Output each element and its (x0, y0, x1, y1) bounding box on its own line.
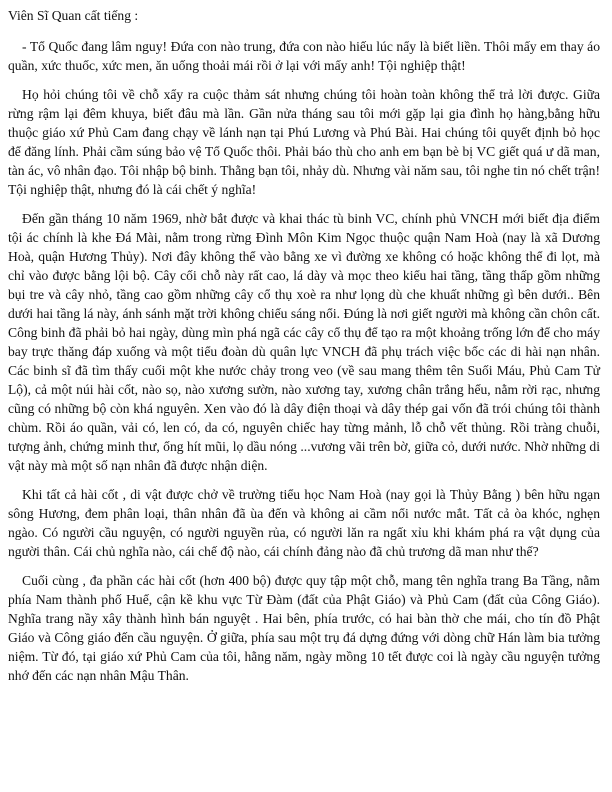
paragraph-enlistment: Họ hỏi chúng tôi về chỗ xẩy ra cuộc thảm sát nhưng chúng tôi hoàn toàn không thể trả lời được. Giữa rừng rậm lại đêm khuya, biết đâu mà lần. Gần nửa tháng sau tôi mới gặp lại gia đình họ hàng,bằng hữu thuộc giáo xứ Phủ Cam đang chạy về lánh nạn tại Phú Lương và Phú Bài. Hai chúng tôi quyết định bỏ học để đăng lính. Phải cầm súng bảo vệ Tổ Quốc thôi. Phải báo thù cho anh em bạn bè bị VC giết quá ư dã man, tàn ác, vô nhân đạo. Tôi nhập bộ binh. Thằng bạn tôi, nhảy dù. Nhưng vài năm sau, tôi nghe tin nó chết trận! Tội nghiệp thật, nhưng đó là cái chết ý nghĩa! (8, 87, 600, 197)
paragraph-officer-speech: - Tổ Quốc đang lâm nguy! Đứa con nào trung, đứa con nào hiếu lúc nẩy là biết liền. Thôi mấy em thay áo quần, xức thuốc, xức men, ăn uống thoải mái rồi ở lại với mấy anh! Tội nghiệp thật! (8, 39, 600, 73)
paragraph-discovery: Đến gần tháng 10 năm 1969, nhờ bắt được và khai thác tù binh VC, chính phủ VNCH mới biết địa điểm tội ác chính là khe Đá Mài, nằm trong rừng Đình Môn Kim Ngọc thuộc quận Nam Hoà (nay là xã Dương Hoà, quận Hương Thủy). Nơi đây không thể vào bằng xe vì đường xe không có hoặc không thể đi lọt, mà chỉ vào được bằng lội bộ. Cây cối chỗ này rất cao, lá dày và mọc theo kiểu hai tầng, tầng thấp gồm những bụi tre và cây nhỏ, tầng cao gồm những cây cổ thụ xoè ra như lọng dù che khuất những gì bên dưới.. Bên dưới hai tầng lá này, ánh sánh mặt trời không chiếu sáng nổi. Đúng là nơi giết người mà không cần chôn cất. Công binh đã phải bỏ hai ngày, dùng mìn phá ngã các cây cổ thụ để tạo ra một khoảng trống lớn để cho máy bay trực thăng đáp xuống và một tiểu đoàn dù quân lực VNCH đã phụ trách việc bốc các di hài nạn nhân. Các binh sĩ đã tìm thấy cuối một khe nước chảy trong veo (về sau mang thêm tên Suối Máu, Phủ Cam Tử Lộ), cả một núi hài cốt, nào sọ, nào xương sườn, nào xương tay, xương chân trắng hếu, nằm rời rạc, nhưng cũng có những bộ còn khá nguyên. Xen vào đó là dây điện thoại và dây thép gai vốn đã trói chúng tôi thành chùm. Rồi áo quần, vải có, len có, da có, nguyên chiếc hay từng mảnh, lỗ chỗ vết thủng. Rồi tràng chuỗi, tượng ảnh, chứng minh thư, ống hít mũi, lọ dầu nóng ...vương vãi trên bờ, giữa cỏ, dưới nước. Nhờ những di vật này mà một số nạn nhân đã được nhận diện. (8, 211, 600, 473)
speaker-line: Viên Sĩ Quan cất tiếng : (8, 8, 139, 23)
paragraph-remains-return: Khi tất cả hài cốt , di vật được chở về trường tiểu học Nam Hoà (nay gọi là Thủy Bằng ) bên hữu ngạn sông Hương, đem phân loại, thân nhân đã ùa đến và không ai cầm nổi nước mắt. Tất cả òa khóc, nghẹn ngào. Có người cầu nguyện, có người nguyền rủa, có người lăn ra ngất xỉu khi khám phá ra vật dụng của người thân. Cái chủ nghĩa nào, cái chế độ nào, cái chính đảng nào đã chủ trương dã man như thế? (8, 487, 600, 559)
paragraph-cemetery: Cuối cùng , đa phần các hài cốt (hơn 400 bộ) được quy tập một chỗ, mang tên nghĩa trang Ba Tầng, nằm phía Nam thành phố Huế, cận kề khu vực Từ Đàm (đất của Phật Giáo) và Phủ Cam (đất của Công Giáo). Nghĩa trang nầy xây thành hình bán nguyệt . Hai bên, phía trước, có hai bàn thờ che mái, cho tín đồ Phật Giáo và Công giáo đến cầu nguyện. Ở giữa, phía sau một trụ đá dựng đứng với dòng chữ Hán làm bia tưởng niệm. Từ đó, tại giáo xứ Phủ Cam của tôi, hằng năm, ngày mồng 10 tết được coi là ngày cầu nguyện tưởng nhớ đến các nạn nhân Mậu Thân. (8, 573, 600, 683)
